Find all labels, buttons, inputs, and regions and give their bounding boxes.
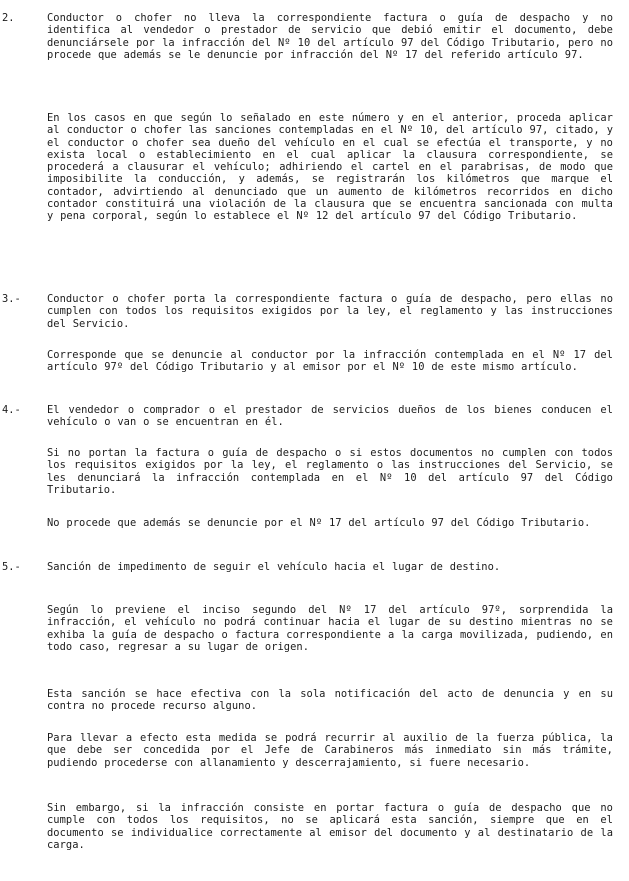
paragraph: Esta sanción se hace efectiva con la sola notificación del acto de denuncia y en su contra no procede recurso alguno. [47,688,613,713]
item-number: 4.- [2,404,21,416]
paragraph: Conductor o chofer no lleva la correspondiente factura o guía de despacho y no identifica al vendedor o prestador de servicio que debió emitir el documento, debe denunciársele por la infracción del Nº 10 del artículo 97 del Código Tributario, pero no procede que además se le denuncie por infracción del Nº 17 del referido artículo 97. [47,12,613,61]
paragraph: Conductor o chofer porta la correspondiente factura o guía de despacho, pero ellas no cumplen con todos los requisitos exigidos por la ley, el reglamento y las instrucciones del Servicio. [47,293,613,330]
paragraph: El vendedor o comprador o el prestador de servicios dueños de los bienes conducen el vehículo o van o se encuentran en él. [47,404,613,429]
paragraph: Sin embargo, si la infracción consiste en portar factura o guía de despacho que no cumple con todos los requisitos, no se aplicará esta sanción, siempre que en el documento se individualice correctamente al emisor del documento y al destinatario de la carga. [47,802,613,851]
paragraph: Corresponde que se denuncie al conductor por la infracción contemplada en el Nº 17 del artículo 97º del Código Tributario y al emisor por el Nº 10 de este mismo artículo. [47,349,613,374]
item-number: 3.- [2,293,21,305]
paragraph: Para llevar a efecto esta medida se podrá recurrir al auxilio de la fuerza pública, la que debe ser concedida por el Jefe de Carabineros más inmediato sin más trámite, pudiendo procederse con allanamiento y descerrajamiento, si fuere necesario. [47,732,613,769]
paragraph: No procede que además se denuncie por el Nº 17 del artículo 97 del Código Tributario. [47,517,591,529]
item-number: 2. [2,12,15,24]
paragraph: Si no portan la factura o guía de despacho o si estos documentos no cumplen con todos los requisitos exigidos por la ley, el reglamento o las instrucciones del Servicio, se les denunciará la infracción contemplada en el Nº 10 del artículo 97 del Código Tributario. [47,447,613,496]
paragraph: Sanción de impedimento de seguir el vehículo hacia el lugar de destino. [47,561,501,573]
paragraph: En los casos en que según lo señalado en este número y en el anterior, proceda aplicar al conductor o chofer las sanciones contempladas en el Nº 10, del artículo 97, citado, y el conductor o chofer sea dueño del vehículo en el cual se efectúa el transporte, y no exista local o establecimiento en el cual aplicar la clausura correspondiente, se procederá a clausurar el vehículo; adhiriendo el cartel en el parabrisas, de modo que imposibilite la conducción, y además, se registrarán los kilómetros que marque el contador, advirtiendo al denunciado que un aumento de kilómetros recorridos en dicho contador constituirá una violación de la clausura que se encuentra sancionada con multa y pena corporal, según lo establece el Nº 12 del artículo 97 del Código Tributario. [47,112,613,223]
item-number: 5.- [2,561,21,573]
paragraph: Según lo previene el inciso segundo del Nº 17 del artículo 97º, sorprendida la infracción, el vehículo no podrá continuar hacia el lugar de su destino mientras no se exhiba la guía de despacho o factura correspondiente a la carga movilizada, pudiendo, en todo caso, regresar a su lugar de origen. [47,604,613,653]
